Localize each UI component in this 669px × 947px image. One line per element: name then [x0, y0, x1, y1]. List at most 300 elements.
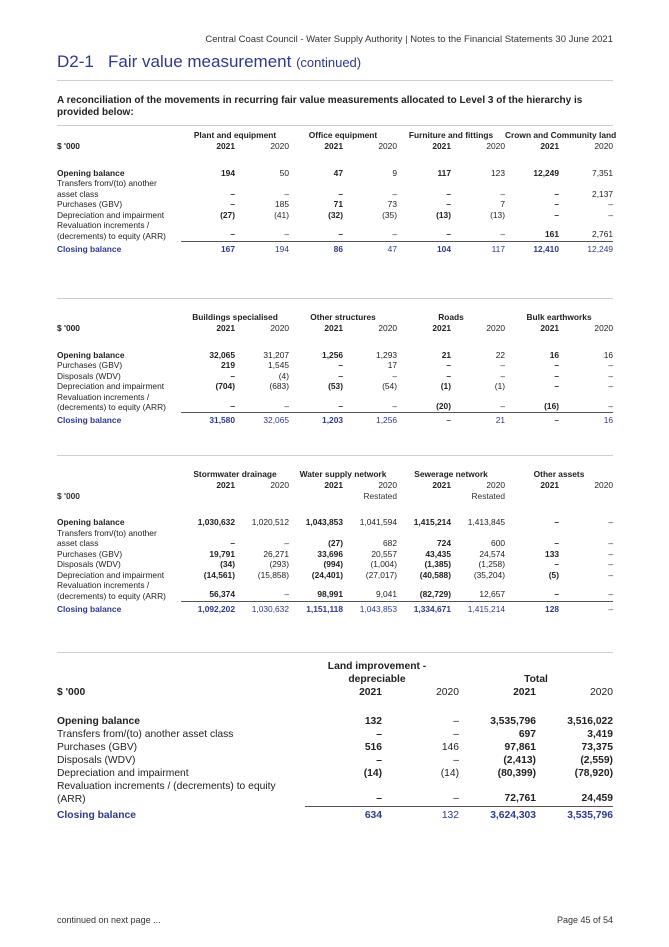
cell-value: (14): [363, 768, 382, 779]
table-row: [57, 767, 613, 780]
cell-value: –: [500, 360, 506, 370]
cell-value: (80,399): [497, 768, 536, 779]
row-label: Depreciation and impairment: [57, 209, 165, 220]
row-label: Transfers from/(to) another asset class: [57, 729, 234, 740]
cell-value: –: [230, 370, 235, 381]
cell-value: (20): [397, 392, 451, 413]
cell-value: –: [554, 360, 560, 370]
cell-value: –: [608, 381, 614, 391]
cell-value: –: [453, 755, 459, 766]
group-header: Buildings specialised: [192, 312, 278, 322]
cell-value: –: [554, 415, 560, 425]
cell-value: 1,043,853: [305, 517, 343, 527]
cell-value: 1,334,671: [413, 603, 451, 614]
unit-label: $ '000: [57, 687, 86, 698]
year-header: 2020: [590, 687, 613, 698]
table-4-top-rule: [57, 652, 613, 653]
cell-value: 24,574: [479, 548, 506, 559]
table-row: [57, 210, 613, 221]
table-row: [57, 699, 613, 728]
year-header: 2021: [540, 323, 560, 333]
cell-value: 117: [491, 243, 505, 254]
cell-value: –: [608, 548, 614, 559]
cell-value: 3,535,796: [567, 809, 613, 821]
cell-value: 33,696: [317, 548, 343, 559]
group-header: Office equipment: [308, 130, 378, 140]
year-header: 2021: [216, 480, 235, 490]
cell-value: 1,415,214: [467, 603, 506, 614]
row-label: Purchases (GBV): [57, 360, 123, 370]
cell-value: –: [230, 188, 235, 199]
cell-value: –: [289, 392, 343, 413]
year-header: 2020: [486, 480, 506, 490]
cell-value: (1): [440, 381, 452, 391]
cell-value: 1,413,845: [467, 517, 506, 527]
year-header: 2020: [486, 141, 505, 151]
cell-value: –: [446, 415, 452, 425]
cell-value: –: [554, 381, 560, 391]
cell-value: 1,092,202: [197, 603, 235, 614]
group-header: Other structures: [310, 312, 376, 322]
table-1-top-rule: [57, 125, 613, 126]
cell-value: 7,351: [592, 167, 614, 178]
cell-value: 22: [495, 349, 506, 360]
closing-row: [57, 806, 613, 822]
table-row: [57, 220, 613, 241]
cell-value: 24,459: [536, 780, 613, 806]
cell-value: 19,791: [209, 548, 235, 559]
cell-value: –: [446, 370, 452, 381]
cell-value: (82,729): [397, 580, 451, 601]
year-spacer: [57, 480, 181, 491]
cell-value: 12,249: [587, 243, 614, 254]
row-label: Purchases (GBV): [57, 199, 123, 209]
cell-value: –: [505, 580, 559, 601]
cell-value: (1): [494, 381, 506, 391]
cell-value: 16: [603, 415, 614, 425]
fair-value-table-4: [57, 660, 613, 822]
cell-value: 1,151,118: [306, 603, 343, 614]
cell-value: 26,271: [263, 548, 289, 559]
cell-value: 32,065: [263, 415, 290, 425]
fair-value-table-3: [57, 469, 613, 614]
cell-value: 128: [545, 603, 560, 614]
cell-value: –: [230, 538, 235, 548]
row-label: Opening balance: [57, 349, 125, 360]
section-subtitle: (continued): [296, 55, 362, 70]
cell-value: 12,657: [451, 580, 505, 601]
group-spacer: [57, 130, 181, 141]
group-spacer: [57, 469, 181, 480]
year-header: 2020: [378, 480, 397, 490]
cell-value: (13): [436, 209, 451, 220]
cell-value: 2,761: [559, 220, 613, 241]
year-header: 2020: [378, 323, 398, 333]
table-row: [57, 528, 613, 549]
closing-row: [57, 601, 613, 614]
row-label: Transfers from/(to) another asset class: [57, 527, 157, 548]
cell-value: 1,256: [322, 349, 344, 360]
row-label: Purchases (GBV): [57, 742, 138, 753]
row-label: Depreciation and impairment: [57, 768, 189, 779]
group-header: Total: [524, 674, 548, 685]
row-label: Opening balance: [57, 716, 140, 727]
cell-value: –: [608, 199, 614, 209]
closing-row: [57, 413, 613, 426]
table-row: [57, 199, 613, 210]
cell-value: (34): [220, 559, 235, 569]
group-header: Furniture and fittings: [408, 130, 494, 140]
row-label: Revaluation increments / (decrements) to equity (ARR): [57, 580, 166, 601]
cell-value: 1,030,632: [197, 517, 235, 527]
year-header: 2021: [324, 141, 343, 151]
cell-value: –: [608, 569, 614, 580]
cell-value: 682: [383, 538, 397, 548]
cell-value: 12,249: [533, 167, 559, 178]
year-header: 2021: [432, 480, 451, 490]
year-header: 2020: [594, 141, 614, 151]
cell-value: 219: [221, 360, 235, 370]
year-header: 2020: [594, 480, 614, 490]
table-row: [57, 580, 613, 601]
cell-value: –: [382, 780, 459, 806]
group-header: Stormwater drainage: [193, 469, 277, 479]
restated-note: [505, 491, 559, 502]
cell-value: 56,374: [181, 580, 235, 601]
year-header: 2021: [324, 323, 344, 333]
cell-value: 185: [275, 199, 289, 209]
cell-value: 146: [441, 742, 459, 753]
cell-value: (2,413): [503, 755, 536, 766]
restated-note: Restated: [363, 490, 397, 501]
restated-note: [397, 491, 451, 502]
cell-value: –: [608, 517, 614, 527]
restated-note: Restated: [471, 490, 506, 501]
table-row: [57, 360, 613, 371]
cell-value: 697: [518, 729, 536, 740]
cell-value: –: [608, 370, 614, 381]
cell-value: 32,065: [209, 349, 235, 360]
section-main-title: Fair value measurement: [108, 52, 292, 71]
cell-value: –: [446, 360, 452, 370]
cell-value: –: [446, 199, 451, 209]
year-header: 2021: [432, 141, 451, 151]
cell-value: –: [392, 188, 397, 199]
cell-value: 600: [491, 538, 506, 548]
row-label: Revaluation increments / (decrements) to equity (ARR): [57, 220, 166, 241]
cell-value: (4): [278, 370, 290, 381]
title-rule: [57, 80, 613, 81]
cell-value: 161: [505, 220, 559, 241]
cell-value: 133: [545, 548, 560, 559]
cell-value: (15,858): [257, 569, 289, 580]
cell-value: –: [554, 538, 560, 548]
cell-value: 1,203: [322, 415, 344, 425]
cell-value: 72,761: [459, 780, 536, 806]
restated-note: [181, 491, 235, 502]
table-row: [57, 754, 613, 767]
row-label: Depreciation and impairment: [57, 381, 165, 391]
cell-value: 73: [387, 199, 397, 209]
cell-value: –: [451, 220, 505, 241]
cell-value: –: [453, 729, 459, 740]
cell-value: 3,419: [587, 729, 613, 740]
cell-value: –: [305, 780, 382, 806]
cell-value: (1,004): [370, 559, 397, 569]
cell-value: –: [338, 188, 343, 199]
group-header: Plant and equipment: [193, 130, 277, 140]
cell-value: –: [608, 559, 614, 569]
year-header: 2020: [270, 141, 289, 151]
unit-label: $ '000: [57, 323, 80, 333]
cell-value: (54): [382, 381, 398, 391]
cell-value: (32): [328, 209, 343, 220]
cell-value: 1,545: [268, 360, 290, 370]
row-label: Depreciation and impairment: [57, 569, 165, 580]
fair-value-table-2: [57, 312, 613, 426]
cell-value: 104: [437, 243, 451, 254]
cell-value: 3,535,796: [490, 716, 536, 727]
cell-value: 16: [603, 349, 614, 360]
cell-value: 43,435: [425, 548, 451, 559]
cell-value: –: [376, 729, 382, 740]
row-label: Revaluation increments / (decrements) to equity (ARR): [57, 391, 166, 412]
row-label: Closing balance: [57, 603, 122, 614]
cell-value: –: [453, 716, 459, 727]
cell-value: (78,920): [574, 768, 613, 779]
table-row: [57, 570, 613, 581]
cell-value: –: [559, 580, 613, 601]
group-header: Land improvement - depreciable: [327, 661, 427, 685]
year-header: 2021: [324, 480, 343, 490]
year-header: 2020: [378, 141, 397, 151]
cell-value: (5): [548, 569, 560, 580]
cell-value: (994): [323, 559, 343, 569]
unit-label: $ '000: [57, 141, 80, 151]
cell-value: –: [500, 188, 505, 199]
year-header: 2020: [594, 323, 614, 333]
cell-value: 31,207: [263, 349, 290, 360]
cell-value: 123: [491, 167, 505, 178]
page-header: Central Coast Council - Water Supply Authority | Notes to the Financial Statements 30 June 2021: [205, 34, 613, 45]
cell-value: 7: [500, 199, 505, 209]
cell-value: –: [554, 370, 560, 381]
cell-value: 3,624,303: [490, 809, 536, 821]
cell-value: 73,375: [581, 742, 613, 753]
cell-value: –: [608, 209, 614, 220]
year-header: 2021: [216, 141, 235, 151]
section-title: [57, 52, 361, 72]
cell-value: –: [284, 538, 289, 548]
cell-value: –: [397, 220, 451, 241]
row-label: Disposals (WDV): [57, 370, 121, 381]
cell-value: –: [376, 755, 382, 766]
group-header: Crown and Community land: [505, 130, 617, 140]
table-row: [57, 501, 613, 528]
cell-value: (2,559): [580, 755, 613, 766]
row-label: Disposals (WDV): [57, 755, 136, 766]
table-2-top-rule: [57, 298, 613, 299]
row-label: Disposals (WDV): [57, 559, 121, 569]
cell-value: 50: [279, 167, 289, 178]
cell-value: 1,043,853: [359, 603, 397, 614]
table-row: [57, 780, 613, 806]
table-row: [57, 728, 613, 741]
cell-value: 724: [437, 538, 451, 548]
fair-value-table-1: [57, 130, 617, 254]
row-label: Closing balance: [57, 809, 136, 821]
row-label: Transfers from/(to) another asset class: [57, 178, 157, 199]
intro-text: A reconciliation of the movements in recurring fair value measurements allocated to Level 3 of the hierarchy is provided below:: [57, 95, 583, 118]
cell-value: –: [608, 603, 614, 614]
cell-value: (293): [269, 559, 289, 569]
cell-value: (40,588): [419, 569, 451, 580]
cell-value: –: [451, 392, 505, 413]
year-header: 2021: [513, 687, 536, 698]
cell-value: (35): [382, 209, 397, 220]
cell-value: 20,557: [371, 548, 397, 559]
table-row: [57, 741, 613, 754]
cell-value: (27,017): [365, 569, 397, 580]
cell-value: –: [235, 392, 289, 413]
cell-value: –: [235, 220, 289, 241]
table-row: [57, 381, 613, 392]
table-row: [57, 152, 613, 179]
cell-value: 9: [392, 167, 397, 178]
group-header: Sewerage network: [414, 469, 488, 479]
cell-value: 47: [387, 243, 397, 254]
year-header: 2020: [486, 323, 506, 333]
cell-value: –: [554, 559, 560, 569]
group-header: Water supply network: [299, 469, 387, 479]
row-label: Purchases (GBV): [57, 548, 123, 559]
row-label: Closing balance: [57, 243, 122, 254]
cell-value: 1,020,512: [251, 517, 289, 527]
year-header: 2021: [540, 141, 559, 151]
cell-value: –: [554, 199, 559, 209]
unit-label: $ '000: [57, 490, 80, 501]
cell-value: –: [392, 370, 398, 381]
cell-value: 97,861: [504, 742, 536, 753]
cell-value: 516: [364, 742, 382, 753]
cell-value: 1,415,214: [413, 517, 451, 527]
cell-value: –: [554, 517, 560, 527]
cell-value: –: [343, 392, 397, 413]
cell-value: (14): [440, 768, 459, 779]
cell-value: 1,030,632: [251, 603, 289, 614]
table-row: [57, 392, 613, 413]
cell-value: –: [181, 392, 235, 413]
cell-value: 194: [221, 167, 235, 178]
cell-value: –: [284, 188, 289, 199]
cell-value: 21: [441, 349, 452, 360]
cell-value: (16): [505, 392, 559, 413]
row-label: Opening balance: [57, 517, 125, 527]
cell-value: 132: [364, 716, 382, 727]
year-header: 2020: [436, 687, 459, 698]
group-header: Roads: [438, 312, 464, 322]
cell-value: (1,258): [478, 559, 506, 569]
group-header: Bulk earthworks: [526, 312, 592, 322]
table-3-top-rule: [57, 455, 613, 456]
cell-value: –: [554, 209, 559, 220]
cell-value: 71: [333, 199, 343, 209]
cell-value: –: [608, 360, 614, 370]
cell-value: –: [338, 370, 344, 381]
cell-value: (35,204): [473, 569, 506, 580]
cell-value: –: [500, 370, 506, 381]
cell-value: 47: [333, 167, 343, 178]
cell-value: –: [235, 580, 289, 601]
page-number: Page 45 of 54: [556, 915, 613, 925]
cell-value: 132: [441, 809, 459, 821]
cell-value: 21: [495, 415, 506, 425]
cell-value: 1,041,594: [359, 517, 397, 527]
cell-value: (13): [490, 209, 505, 220]
cell-value: 1,256: [376, 415, 398, 425]
cell-value: –: [608, 538, 614, 548]
cell-value: –: [559, 392, 613, 413]
group-spacer: [57, 660, 305, 686]
year-header: 2021: [359, 687, 382, 698]
group-spacer: [57, 312, 181, 323]
table-row: [57, 559, 613, 570]
cell-value: 16: [549, 349, 560, 360]
cell-value: 31,580: [209, 415, 235, 425]
cell-value: (53): [328, 381, 344, 391]
cell-value: –: [446, 188, 451, 199]
cell-value: 634: [364, 809, 382, 821]
cell-value: (41): [274, 209, 289, 220]
cell-value: 167: [221, 243, 235, 254]
cell-value: (683): [269, 381, 290, 391]
cell-value: 17: [387, 360, 398, 370]
table-row: [57, 178, 613, 199]
restated-note: [235, 491, 289, 502]
cell-value: –: [554, 188, 559, 199]
cell-value: –: [181, 220, 235, 241]
cell-value: 9,041: [343, 580, 397, 601]
year-header: 2020: [270, 323, 290, 333]
closing-row: [57, 241, 613, 254]
cell-value: 98,991: [289, 580, 343, 601]
continued-note: continued on next page ...: [57, 915, 161, 925]
year-header: 2021: [216, 323, 235, 333]
cell-value: (704): [215, 381, 235, 391]
section-code: D2-1: [57, 52, 94, 71]
cell-value: (24,401): [311, 569, 343, 580]
cell-value: 194: [275, 243, 289, 254]
cell-value: –: [289, 220, 343, 241]
cell-value: 2,137: [592, 188, 614, 199]
cell-value: 117: [437, 167, 451, 178]
year-header: 2020: [270, 480, 289, 490]
cell-value: 1,293: [376, 349, 398, 360]
cell-value: –: [343, 220, 397, 241]
cell-value: (27): [328, 538, 343, 548]
cell-value: 12,410: [533, 243, 559, 254]
restated-note: [289, 491, 343, 502]
cell-value: 3,516,022: [567, 716, 613, 727]
table-row: [57, 334, 613, 361]
cell-value: (14,561): [203, 569, 235, 580]
cell-value: –: [230, 199, 235, 209]
cell-value: (27): [220, 209, 235, 220]
row-label: Opening balance: [57, 167, 125, 178]
cell-value: –: [338, 360, 344, 370]
year-header: 2021: [540, 480, 560, 490]
row-label: Revaluation increments / (decrements) to equity (ARR): [57, 781, 276, 805]
